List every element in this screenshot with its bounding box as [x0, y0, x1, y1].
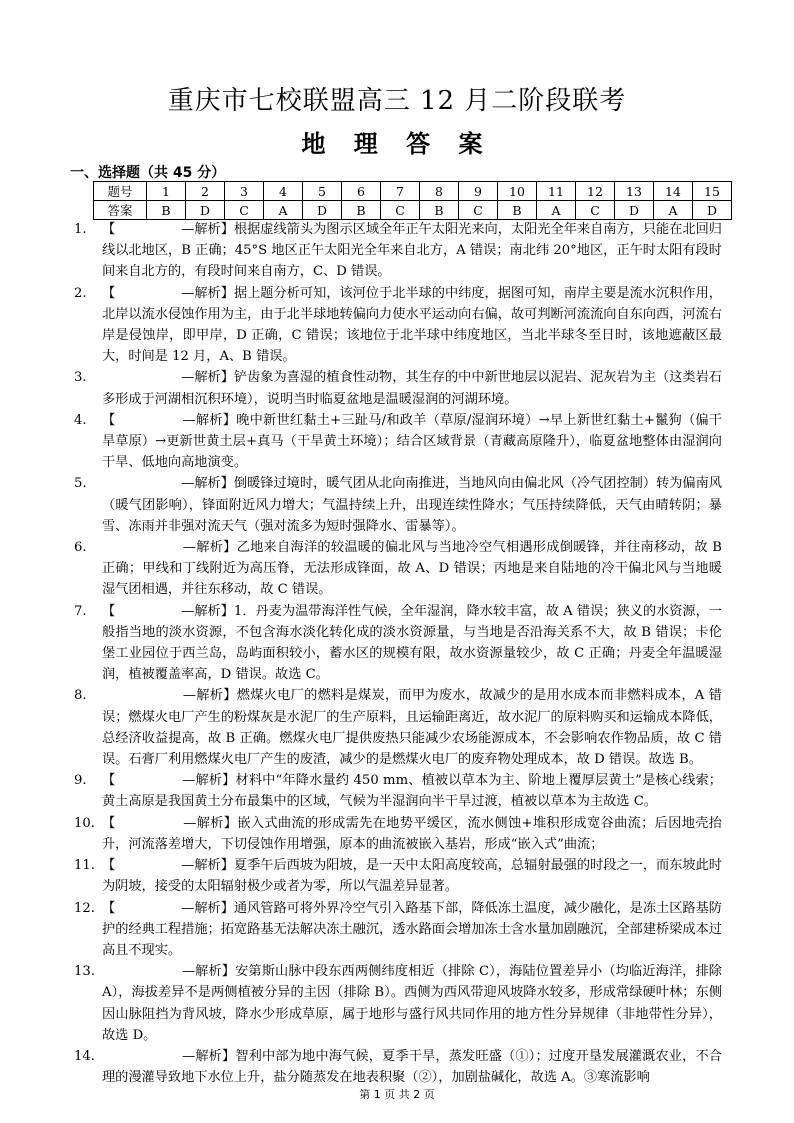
item-text: —解析】安第斯山脉中段东西两侧纬度相近（排除 C），海陆位置差异小（均临近海洋，排除 A），海拔差异不是两侧植被分异的主因（排除 B）。西侧为西风带迎风坡降水较多，形成常绿硬叶林；东侧因山脉阻挡为背风坡，降水少形成草原，属于地形与盛行风共同作用的地方性分异规律（非地带性分异），故选 D。	[102, 964, 722, 1043]
page-title: 重庆市七校联盟高三 12 月二阶段联考	[167, 86, 627, 116]
list-item	[74, 537, 722, 601]
table-cell: B	[498, 201, 537, 220]
list-item	[74, 770, 722, 812]
item-text: 【 —解析】根据虚线箭头为图示区域全年正午太阳光来向，太阳光全年来自南方，只能在北回归线以北地区，B 正确；45°S 地区正午太阳光全年来自北方，A 错误；南北纬 20°地区，正午时太阳有段时间来自北方的，有段时间来自南方，C、D 错误。	[102, 222, 722, 280]
item-number: 6.	[74, 540, 87, 556]
item-text: —解析】乙地来自海洋的较温暖的偏北风与当地冷空气相遇形成倒暖锋，并往南移动，故 B 正确；甲线和丁线附近为高压脊，无法形成锋面，故 A、D 错误；丙地是来自陆地的冷干偏北风与当地暖湿气团相遇，并往东移动，故 C 错误。	[102, 540, 722, 598]
list-item	[74, 601, 722, 686]
table-cell: D	[693, 201, 732, 220]
item-text: 【 —解析】据上题分析可知，该河位于北半球的中纬度，据图可知，南岸主要是流水沉积作用，北岸以流水侵蚀作用为主，由于北半球地转偏向力使水平运动向右偏，故可判断河流流向自东向西，河流右岸是侵蚀岸，即甲岸，D 正确，C 错误；该地位于北半球中纬度地区，当北半球冬至日时，该地遮蔽区最大，时间是 12 月，A、B 错误。	[102, 285, 722, 365]
section-heading: 一、选择题（共 45 分）	[70, 165, 226, 181]
item-number: 1.	[74, 222, 87, 237]
table-cell: B	[420, 201, 459, 220]
answer-table	[93, 181, 732, 220]
item-text: —解析】铲齿象为喜湿的植食性动物，其生存的中中新世地层以泥岩、泥灰岩为主（这类岩石多形成于河湖相沉积环境），说明当时临夏盆地是温暖湿润的河湖环境。	[102, 370, 722, 407]
list-item	[74, 473, 722, 537]
table-cell: 4	[264, 182, 303, 201]
item-text: 【 —解析】嵌入式曲流的形成需先在地势平缓区，流水侧蚀+堆积形成宽谷曲流；后因地壳抬升，河流落差增大，下切侵蚀作用增强，原本的曲流被嵌入基岩，形成“嵌入式”曲流；	[102, 815, 722, 852]
page-subtitle: 地 理 答 案	[301, 129, 493, 158]
table-cell: B	[342, 201, 381, 220]
table-cell: 2	[186, 182, 225, 201]
item-number: 13.	[74, 964, 95, 980]
item-text: 【 —解析】通风管路可将外界冷空气引入路基下部，降低冻土温度，减少融化，是冻土区路基防护的经典工程措施；拓宽路基无法解决冻土融沉，透水路面会增加冻土含水量加剧融沉，全部建桥梁成本过高且不现实。	[102, 900, 722, 958]
item-number: 9.	[74, 773, 87, 789]
table-header-cell: 答案	[94, 201, 147, 220]
table-cell: C	[576, 201, 615, 220]
table-cell: 1	[147, 182, 186, 201]
item-text: —解析】倒暖锋过境时，暖气团从北向南推进，当地风向由偏北风（冷气团控制）转为偏南风（暖气团影响），锋面附近风力增大；气温持续上升，出现连续性降水；气压持续降低，天气由晴转阴；暴雪、冻雨并非强对流天气（强对流多为短时强降水、雷暴等）。	[102, 476, 722, 534]
table-cell: 9	[459, 182, 498, 201]
table-cell: A	[654, 201, 693, 220]
table-cell: 7	[381, 182, 420, 201]
table-cell: 13	[615, 182, 654, 201]
item-number: 10.	[74, 815, 95, 831]
table-cell: A	[264, 201, 303, 220]
item-number: 3.	[74, 370, 87, 386]
table-header-cell: 题号	[94, 182, 147, 201]
item-number: 14.	[74, 1048, 95, 1064]
table-cell: C	[381, 201, 420, 220]
list-item	[74, 685, 722, 770]
page-footer: 第 1 页 共 2 页	[359, 1088, 435, 1101]
table-cell: B	[147, 201, 186, 220]
list-item	[74, 219, 722, 283]
item-text: —解析】智利中部为地中海气候，夏季干旱，蒸发旺盛（①）；过度开垦发展灌溉农业，不合理的漫灌导致地下水位上升，盐分随蒸发在地表积聚（②），加剧盐碱化，故选 A。③寒流影响	[102, 1048, 722, 1086]
table-row-answers	[94, 201, 732, 220]
item-number: 8.	[74, 688, 87, 704]
list-item	[74, 367, 722, 409]
item-text: 【 —解析】晚中新世红黏土+三趾马/和政羊（草原/湿润环境）→早上新世红黏土+鬣狗（偏干旱草原）→更新世黄土层+真马（干旱黄土环境）；结合区域背景（青藏高原隆升），临夏盆地整体由湿润向干旱、低地向高地演变。	[102, 412, 723, 471]
table-cell: 12	[576, 182, 615, 201]
table-cell: D	[615, 201, 654, 220]
item-number: 11.	[74, 858, 95, 874]
table-cell: D	[186, 201, 225, 220]
item-number: 7.	[74, 603, 87, 619]
item-number: 2.	[74, 285, 87, 301]
table-cell: C	[225, 201, 264, 220]
item-text: —解析】燃煤火电厂的燃料是煤炭，而甲为废水，故减少的是用水成本而非燃料成本，A 错误；燃煤火电厂产生的粉煤灰是水泥厂的生产原料，且运输距离近，故水泥厂的原料购买和运输成本降低，总经济收益提高，故 B 正确。燃煤火电厂提供废热只能减少农场能源成本，不会影响农作物品质，故 C 错误。石膏厂利用燃煤火电厂产生的废渣，减少的是燃煤火电厂的废弃物处理成本，故 D 错误。故选 B。	[102, 688, 722, 768]
list-item	[74, 410, 722, 474]
explanation-list	[74, 219, 722, 1088]
list-item	[74, 961, 722, 1046]
table-cell: D	[303, 201, 342, 220]
list-item	[74, 898, 722, 962]
table-cell: 3	[225, 182, 264, 201]
list-item	[74, 1046, 722, 1088]
table-cell: 14	[654, 182, 693, 201]
table-cell: 6	[342, 182, 381, 201]
table-cell: 5	[303, 182, 342, 201]
item-number: 5.	[74, 476, 87, 492]
list-item	[74, 813, 722, 855]
table-cell: 11	[537, 182, 576, 201]
table-cell: 8	[420, 182, 459, 201]
table-cell: C	[459, 201, 498, 220]
item-text: 【 —解析】材料中“年降水量约 450 mm、植被以草本为主、阶地上覆厚层黄土”是核心线索；黄土高原是我国黄土分布最集中的区域，气候为半湿润向半干旱过渡，植被以草本为主故选 C。	[102, 773, 722, 810]
table-row-numbers	[94, 182, 732, 201]
table-cell: A	[537, 201, 576, 220]
item-text: 【 —解析】1．丹麦为温带海洋性气候，全年湿润，降水较丰富，故 A 错误；狭义的水资源，一般指当地的淡水资源，不包含海水淡化转化成的淡水资源量，与当地是否沿海关系不大，故 B 错误；卡伦堡工业园位于西兰岛，岛屿面积较小，蓄水区的规模有限，故水资源量较少，故 C 正确；丹麦全年温暖湿润，植被覆盖率高，D 错误。故选 C。	[102, 603, 722, 683]
item-number: 12.	[74, 900, 95, 916]
item-text: 【 —解析】夏季午后西坡为阳坡，是一天中太阳高度较高，总辐射最强的时段之一，而东坡此时为阴坡，接受的太阳辐射极少或者为零，所以气温差异显著。	[102, 858, 722, 895]
table-cell: 15	[693, 182, 732, 201]
table-cell: 10	[498, 182, 537, 201]
list-item	[74, 283, 722, 368]
item-number: 4.	[74, 412, 87, 428]
list-item	[74, 855, 722, 897]
